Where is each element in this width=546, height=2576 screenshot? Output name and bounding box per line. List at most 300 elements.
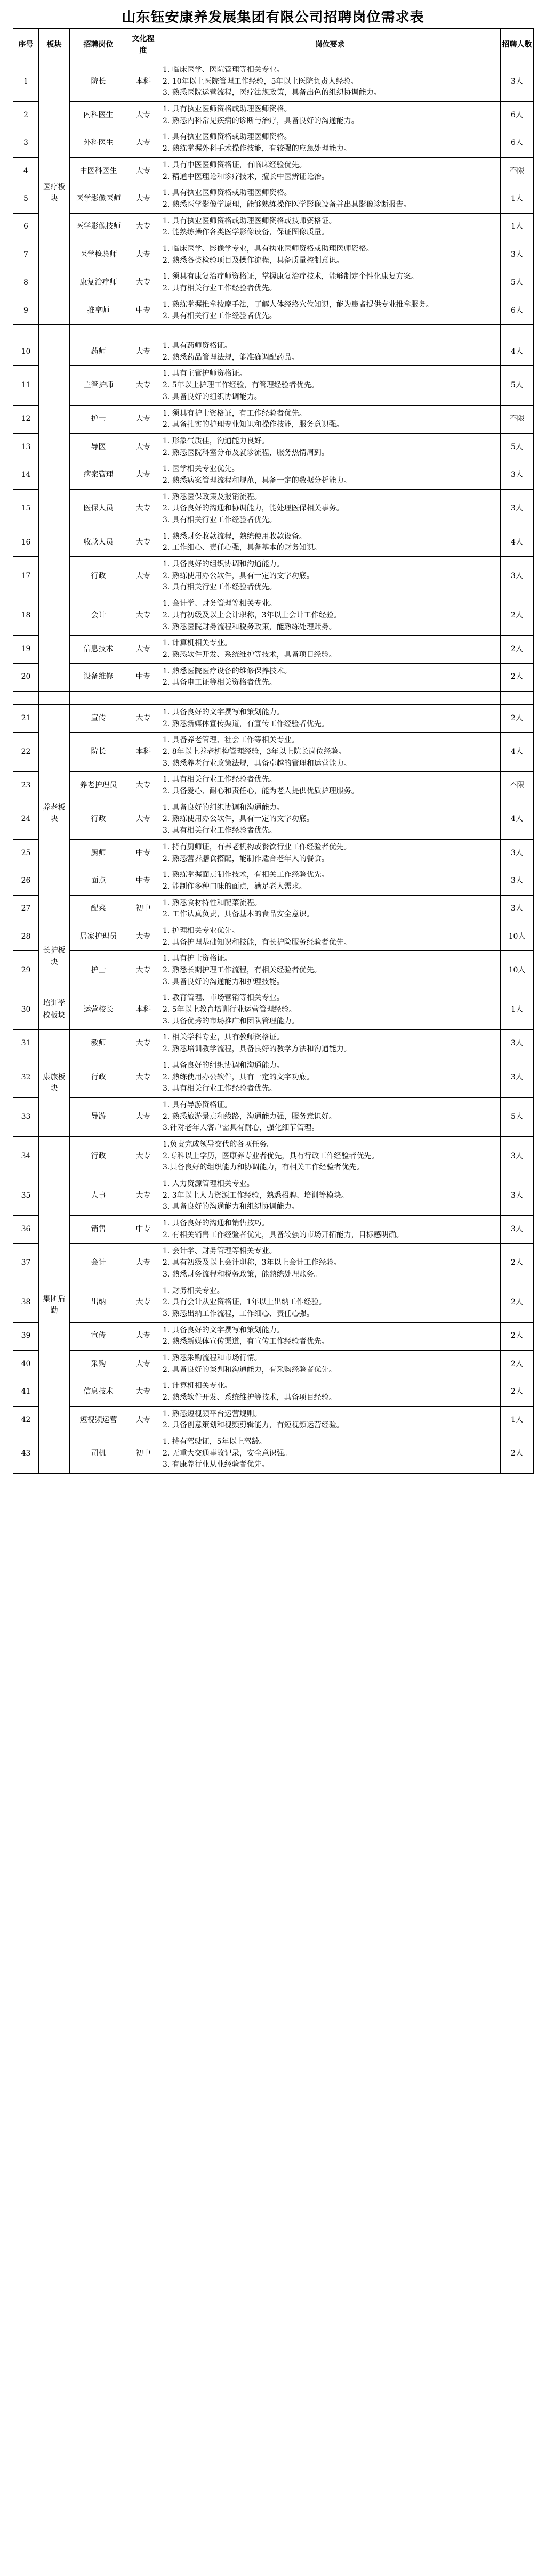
row-number: 41: [13, 1378, 39, 1406]
table-row: [13, 636, 534, 663]
headcount: 5人: [501, 433, 534, 461]
requirements: [159, 297, 501, 324]
table-row: [13, 213, 534, 241]
header-headcount: 招聘人数: [501, 29, 534, 62]
requirement-line: 1. 具有主管护师资格证。: [163, 369, 247, 378]
table-row: [13, 663, 534, 691]
headcount: 3人: [501, 1176, 534, 1216]
row-number: 22: [13, 733, 39, 772]
headcount: 4人: [501, 338, 534, 366]
requirements: [159, 923, 501, 950]
headcount: 2人: [501, 636, 534, 663]
row-number: 6: [13, 213, 39, 241]
requirement-line: 1. 熟练掌握面点制作技术，有相关工作经验优先。: [163, 871, 329, 880]
requirements: [159, 489, 501, 529]
table-row: [13, 923, 534, 950]
table-row: [13, 1058, 534, 1097]
position-name: 短视频运营: [70, 1406, 127, 1434]
requirements: [159, 990, 501, 1030]
requirement-line: 3. 熟悉养老行业政策法规，具备卓越的管理和运营能力。: [163, 759, 351, 768]
requirements: [159, 557, 501, 596]
position-name: 药师: [70, 338, 127, 366]
row-number: 2: [13, 102, 39, 129]
requirement-line: 1. 熟练掌握推拿按摩手法，了解人体经络穴位知识，能为患者提供专业推拿服务。: [163, 300, 433, 309]
table-row: [13, 405, 534, 433]
row-number: 38: [13, 1283, 39, 1322]
education-level: 大专: [127, 1406, 159, 1434]
requirement-line: 2. 熟练使用办公软件，具有一定的文字功底。: [163, 571, 314, 580]
headcount: 6人: [501, 297, 534, 324]
requirement-line: 2. 10年以上医院管理工作经验，5年以上医院负责人经验。: [163, 77, 358, 86]
table-row: [13, 1030, 534, 1058]
requirements: [159, 733, 501, 772]
requirements: [159, 102, 501, 129]
requirement-line: 1. 具有相关行业工作经验者优先。: [163, 775, 277, 784]
requirement-line: 2. 5年以上护理工作经验，有管理经验者优先。: [163, 381, 319, 390]
board-name: 医疗板块: [39, 62, 70, 325]
position-name: 医学检验师: [70, 241, 127, 269]
requirement-line: 2. 具备良好的谈判和沟通能力，有采购经验者优先。: [163, 1365, 336, 1374]
requirements: [159, 663, 501, 691]
table-row: [13, 1378, 534, 1406]
position-name: 司机: [70, 1434, 127, 1474]
requirement-line: 1. 具有中医医师资格证，有临床经验优先。: [163, 160, 307, 169]
table-row: [13, 1176, 534, 1216]
row-number: 32: [13, 1058, 39, 1097]
education-level: 大专: [127, 1322, 159, 1350]
header-requirements: 岗位要求: [159, 29, 501, 62]
requirements: [159, 839, 501, 867]
position-name: 销售: [70, 1216, 127, 1244]
education-level: 大专: [127, 923, 159, 950]
headcount: 3人: [501, 1136, 534, 1176]
requirement-line: 1. 临床医学、医院管理等相关专业。: [163, 66, 284, 74]
requirement-line: 2. 具有初级及以上会计职称，3年以上会计工作经验。: [163, 611, 341, 620]
table-row: [13, 489, 534, 529]
requirement-line: 1. 具备良好的沟通和销售技巧。: [163, 1219, 269, 1228]
requirements: [159, 433, 501, 461]
requirements: [159, 338, 501, 366]
row-number: 26: [13, 867, 39, 895]
requirement-line: 1. 临床医学、影像学专业，具有执业医师资格或助理医师资格。: [163, 244, 374, 253]
education-level: 大专: [127, 1283, 159, 1322]
table-row: [13, 1244, 534, 1283]
requirement-line: 1. 持有驾驶证，5年以上驾龄。: [163, 1437, 267, 1447]
row-number: 30: [13, 990, 39, 1030]
headcount: 3人: [501, 1216, 534, 1244]
education-level: 大专: [127, 185, 159, 213]
row-number: 4: [13, 157, 39, 185]
requirements: [159, 157, 501, 185]
requirement-line: 3. 具有相关行业工作经验者优先。: [163, 583, 277, 592]
board-name: [39, 338, 70, 692]
headcount: 1人: [501, 1406, 534, 1434]
requirement-line: 2. 具备良好的沟通和协调能力，能处理医保相关事务。: [163, 504, 344, 513]
requirements: [159, 895, 501, 923]
requirement-line: 2. 3年以上人力资源工作经验，熟悉招聘、培训等模块。: [163, 1191, 349, 1200]
table-row: [13, 1283, 534, 1322]
requirement-line: 1. 熟悉短视频平台运营规则。: [163, 1409, 262, 1418]
separator-cell: [39, 691, 70, 704]
headcount: 3人: [501, 867, 534, 895]
row-number: 10: [13, 338, 39, 366]
requirement-line: 2. 5年以上教育培训行业运营管理经验。: [163, 1005, 296, 1014]
recruitment-table: [13, 28, 534, 1474]
separator-cell: [70, 691, 127, 704]
requirement-line: 1. 计算机相关专业。: [163, 1382, 232, 1391]
education-level: 大专: [127, 1244, 159, 1283]
requirement-line: 2. 熟悉培训教学流程，具备良好的教学方法和沟通能力。: [163, 1045, 351, 1054]
table-row: [13, 1434, 534, 1474]
headcount: 4人: [501, 800, 534, 839]
education-level: 大专: [127, 157, 159, 185]
requirement-line: 2. 具有会计从业资格证，1年以上出纳工作经验。: [163, 1298, 326, 1307]
requirement-line: 1. 形象气质佳，沟通能力良好。: [163, 436, 269, 445]
row-number: 8: [13, 269, 39, 297]
requirements: [159, 867, 501, 895]
position-name: 收款人员: [70, 529, 127, 556]
requirements: [159, 1030, 501, 1058]
requirement-line: 1. 须具有康复治疗师资格证，掌握康复治疗技术，能够制定个性化康复方案。: [163, 272, 419, 281]
requirement-line: 2. 熟悉医院科室分布及就诊流程，服务热情周到。: [163, 448, 329, 457]
position-name: 病案管理: [70, 461, 127, 489]
requirements: [159, 704, 501, 732]
row-number: 24: [13, 800, 39, 839]
requirement-line: 2. 熟悉软件开发、系统维护等技术，具备项目经验。: [163, 1393, 336, 1402]
requirement-line: 1. 具有执业医师资格或助理医师资格或技师资格证。: [163, 216, 336, 225]
education-level: 大专: [127, 636, 159, 663]
headcount: 2人: [501, 704, 534, 732]
requirement-line: 1. 熟悉医院医疗设备的维修保养技术。: [163, 667, 292, 676]
requirement-line: 3. 具备良好的沟通能力和护理技能。: [163, 977, 284, 986]
requirements: [159, 1176, 501, 1216]
separator-cell: [501, 325, 534, 338]
requirement-line: 2. 熟悉长期护理工作流程，有相关经验者优先。: [163, 966, 322, 974]
separator-row: [13, 691, 534, 704]
row-number: 25: [13, 839, 39, 867]
requirement-line: 2. 有相关销售工作经验者优先，具备较强的市场开拓能力，目标感明确。: [163, 1230, 404, 1239]
position-name: 内科医生: [70, 102, 127, 129]
requirement-line: 2. 工作认真负责，具备基本的食品安全意识。: [163, 910, 314, 919]
requirement-line: 1. 具备养老管理、社会工作等相关专业。: [163, 736, 299, 745]
separator-cell: [13, 325, 39, 338]
position-name: 医保人员: [70, 489, 127, 529]
requirement-line: 3. 有康养行业从业经验者优先。: [163, 1460, 269, 1469]
row-number: 7: [13, 241, 39, 269]
education-level: 大专: [127, 213, 159, 241]
requirement-line: 3. 具备良好的组织协调能力。: [163, 392, 262, 401]
table-body: [13, 62, 534, 1474]
education-level: 大专: [127, 800, 159, 839]
education-level: 大专: [127, 772, 159, 800]
table-row: [13, 433, 534, 461]
board-name: 培训学校板块: [39, 990, 70, 1030]
headcount: 3人: [501, 1030, 534, 1058]
table-row: [13, 951, 534, 990]
education-level: 大专: [127, 102, 159, 129]
row-number: 35: [13, 1176, 39, 1216]
education-level: 大专: [127, 1136, 159, 1176]
education-level: 大专: [127, 489, 159, 529]
separator-row: [13, 325, 534, 338]
requirement-line: 1. 熟悉医保政策及报销流程。: [163, 492, 262, 501]
requirement-line: 2. 具备电工证等相关资格者优先。: [163, 678, 277, 687]
position-name: 面点: [70, 867, 127, 895]
requirement-line: 2. 熟悉医学影像学原理，能够熟练操作医学影像设备并出具影像诊断报告。: [163, 200, 411, 209]
requirement-line: 1. 医学相关专业优先。: [163, 465, 239, 474]
requirement-line: 1. 具备良好的组织协调和沟通能力。: [163, 560, 284, 569]
education-level: 大专: [127, 433, 159, 461]
education-level: 中专: [127, 867, 159, 895]
table-row: [13, 1350, 534, 1378]
separator-cell: [70, 325, 127, 338]
education-level: 大专: [127, 129, 159, 157]
requirement-line: 1. 具备良好的组织协调和沟通能力。: [163, 1061, 284, 1070]
requirement-line: 3. 具有相关行业工作经验者优先。: [163, 1084, 277, 1093]
requirements: [159, 129, 501, 157]
position-name: 会计: [70, 596, 127, 636]
education-level: 大专: [127, 704, 159, 732]
table-row: [13, 1136, 534, 1176]
row-number: 5: [13, 185, 39, 213]
headcount: 2人: [501, 1322, 534, 1350]
requirement-line: 3.针对老年人客户需具有耐心，强化细节管理。: [163, 1124, 319, 1133]
requirements: [159, 1434, 501, 1474]
requirement-line: 3. 具有相关行业工作经验者优先。: [163, 826, 277, 835]
table-row: [13, 596, 534, 636]
education-level: 本科: [127, 733, 159, 772]
requirement-line: 2. 熟悉病案管理流程和规范，具备一定的数据分析能力。: [163, 476, 351, 485]
row-number: 39: [13, 1322, 39, 1350]
requirement-line: 1. 具有导游资格证。: [163, 1100, 232, 1109]
row-number: 37: [13, 1244, 39, 1283]
requirements: [159, 1136, 501, 1176]
requirement-line: 2. 熟练使用办公软件，具有一定的文字功底。: [163, 1072, 314, 1082]
requirements: [159, 636, 501, 663]
education-level: 大专: [127, 557, 159, 596]
requirement-line: 3. 具备优秀的市场推广和团队管理能力。: [163, 1017, 299, 1026]
requirement-line: 2. 具备护理基础知识和技能，有长护险服务经验者优先。: [163, 938, 351, 947]
education-level: 大专: [127, 269, 159, 297]
table-row: [13, 461, 534, 489]
requirements: [159, 1058, 501, 1097]
board-name: 养老板块: [39, 704, 70, 923]
position-name: 出纳: [70, 1283, 127, 1322]
separator-cell: [159, 691, 501, 704]
position-name: 主管护师: [70, 366, 127, 405]
education-level: 大专: [127, 1030, 159, 1058]
headcount: 5人: [501, 1097, 534, 1136]
row-number: 12: [13, 405, 39, 433]
table-row: [13, 1322, 534, 1350]
position-name: 导医: [70, 433, 127, 461]
headcount: 3人: [501, 241, 534, 269]
education-level: 大专: [127, 366, 159, 405]
headcount: 5人: [501, 366, 534, 405]
position-name: 宣传: [70, 704, 127, 732]
requirement-line: 2. 具有相关行业工作经验者优先。: [163, 312, 277, 321]
requirement-line: 2. 精通中医理论和诊疗技术，擅长中医辨证论治。: [163, 172, 329, 181]
headcount: 3人: [501, 461, 534, 489]
headcount: 不限: [501, 157, 534, 185]
requirement-line: 2. 熟悉药品管理法规，能准确调配药品。: [163, 353, 299, 362]
requirement-line: 1. 具备良好的文字撰写和策划能力。: [163, 1326, 284, 1335]
requirement-line: 3. 具备良好的沟通能力和组织协调能力。: [163, 1202, 299, 1212]
headcount: 10人: [501, 923, 534, 950]
education-level: 大专: [127, 529, 159, 556]
requirement-line: 2. 具备爱心、耐心和责任心，能为老人提供优质护理服务。: [163, 787, 359, 796]
position-name: 养老护理员: [70, 772, 127, 800]
position-name: 宣传: [70, 1322, 127, 1350]
education-level: 大专: [127, 1176, 159, 1216]
headcount: 4人: [501, 733, 534, 772]
requirements: [159, 405, 501, 433]
position-name: 居家护理员: [70, 923, 127, 950]
requirements: [159, 241, 501, 269]
row-number: 15: [13, 489, 39, 529]
requirements: [159, 1406, 501, 1434]
row-number: 40: [13, 1350, 39, 1378]
requirement-line: 2. 能熟练操作各类医学影像设备，保证图像质量。: [163, 228, 329, 237]
requirements: [159, 1350, 501, 1378]
requirements: [159, 62, 501, 102]
requirement-line: 1. 熟悉财务收款流程，熟练使用收款设备。: [163, 532, 307, 541]
requirement-line: 3. 熟悉医院财务流程和税务政策，能熟练处理账务。: [163, 622, 336, 631]
table-header-row: [13, 29, 534, 62]
requirement-line: 1. 具备良好的组织协调和沟通能力。: [163, 803, 284, 812]
headcount: 1人: [501, 213, 534, 241]
education-level: 本科: [127, 990, 159, 1030]
separator-cell: [127, 325, 159, 338]
requirement-line: 1. 须具有护士资格证，有工作经验者优先。: [163, 409, 307, 418]
education-level: 大专: [127, 951, 159, 990]
header-no: 序号: [13, 29, 39, 62]
position-name: 行政: [70, 1058, 127, 1097]
separator-cell: [501, 691, 534, 704]
requirement-line: 2. 熟悉软件开发、系统维护等技术，具备项目经验。: [163, 650, 336, 659]
requirement-line: 1. 相关学科专业，具有教师资格证。: [163, 1033, 284, 1042]
table-row: [13, 733, 534, 772]
position-name: 运营校长: [70, 990, 127, 1030]
row-number: 18: [13, 596, 39, 636]
row-number: 36: [13, 1216, 39, 1244]
education-level: 大专: [127, 596, 159, 636]
requirement-line: 2. 具有初级及以上会计职称，3年以上会计工作经验。: [163, 1258, 341, 1267]
requirement-line: 3. 熟悉出纳工作流程，工作细心、责任心强。: [163, 1309, 314, 1318]
row-number: 21: [13, 704, 39, 732]
row-number: 23: [13, 772, 39, 800]
position-name: 行政: [70, 557, 127, 596]
row-number: 3: [13, 129, 39, 157]
requirements: [159, 213, 501, 241]
position-name: 推拿师: [70, 297, 127, 324]
requirements: [159, 772, 501, 800]
board-name: 康旅板块: [39, 1030, 70, 1137]
table-row: [13, 529, 534, 556]
requirement-line: 2. 熟练使用办公软件，具有一定的文字功底。: [163, 815, 314, 824]
row-number: 14: [13, 461, 39, 489]
requirement-line: 2. 熟悉营养膳食搭配，能制作适合老年人的餐食。: [163, 854, 329, 863]
requirement-line: 2. 具有相关行业工作经验者优先。: [163, 284, 277, 292]
requirement-line: 1. 具有执业医师资格或助理医师资格。: [163, 189, 292, 198]
position-name: 行政: [70, 1136, 127, 1176]
requirement-line: 3. 具有相关行业工作经验者优先。: [163, 516, 277, 524]
requirement-line: 2. 8年以上养老机构管理经验，3年以上院长岗位经验。: [163, 747, 346, 756]
position-name: 中医科医生: [70, 157, 127, 185]
table-row: [13, 557, 534, 596]
requirement-line: 1. 熟悉采购流程和市场行情。: [163, 1353, 262, 1362]
requirement-line: 2. 熟悉内科常见疾病的诊断与治疗，具备良好的沟通能力。: [163, 116, 359, 125]
headcount: 不限: [501, 405, 534, 433]
headcount: 2人: [501, 663, 534, 691]
requirement-line: 1.负责完成领导交代的各项任务。: [163, 1140, 275, 1149]
headcount: 不限: [501, 772, 534, 800]
row-number: 33: [13, 1097, 39, 1136]
education-level: 大专: [127, 338, 159, 366]
requirement-line: 2. 熟悉新媒体宣传渠道，有宣传工作经验者优先。: [163, 1337, 329, 1346]
position-name: 人事: [70, 1176, 127, 1216]
position-name: 院长: [70, 62, 127, 102]
requirement-line: 2. 能制作多种口味的面点，满足老人需求。: [163, 882, 307, 891]
position-name: 康复治疗师: [70, 269, 127, 297]
requirements: [159, 461, 501, 489]
education-level: 大专: [127, 461, 159, 489]
table-row: [13, 102, 534, 129]
requirement-line: 1. 护理相关专业优先。: [163, 926, 239, 935]
requirements: [159, 951, 501, 990]
requirement-line: 2. 熟练掌握外科手术操作技能，有较强的应急处理能力。: [163, 144, 351, 153]
table-row: [13, 241, 534, 269]
requirement-line: 1. 具有药师资格证。: [163, 342, 232, 351]
header-board: 板块: [39, 29, 70, 62]
headcount: 3人: [501, 839, 534, 867]
position-name: 院长: [70, 733, 127, 772]
headcount: 2人: [501, 1434, 534, 1474]
requirement-line: 2. 具备创意策划和视频剪辑能力，有短视频运营经验。: [163, 1421, 344, 1430]
requirements: [159, 269, 501, 297]
requirements: [159, 596, 501, 636]
education-level: 中专: [127, 297, 159, 324]
requirement-line: 2. 熟悉旅游景点和线路，沟通能力强，服务意识好。: [163, 1112, 336, 1121]
education-level: 大专: [127, 1350, 159, 1378]
position-name: 厨师: [70, 839, 127, 867]
separator-cell: [159, 325, 501, 338]
table-row: [13, 185, 534, 213]
position-name: 医学影像医师: [70, 185, 127, 213]
table-row: [13, 772, 534, 800]
education-level: 初中: [127, 1434, 159, 1474]
headcount: 1人: [501, 185, 534, 213]
board-name: 集团后勤: [39, 1136, 70, 1473]
position-name: 信息技术: [70, 1378, 127, 1406]
position-name: 采购: [70, 1350, 127, 1378]
table-row: [13, 129, 534, 157]
position-name: 信息技术: [70, 636, 127, 663]
education-level: 大专: [127, 405, 159, 433]
requirement-line: 3. 熟悉医院运营流程，医疗法规政策，具备出色的组织协调能力。: [163, 88, 381, 97]
position-name: 配菜: [70, 895, 127, 923]
table-row: [13, 366, 534, 405]
requirement-line: 1. 会计学、财务管理等相关专业。: [163, 599, 277, 608]
row-number: 42: [13, 1406, 39, 1434]
education-level: 中专: [127, 663, 159, 691]
requirement-line: 2. 具备扎实的护理专业知识和操作技能，服务意识强。: [163, 420, 344, 429]
position-name: 外科医生: [70, 129, 127, 157]
education-level: 大专: [127, 1097, 159, 1136]
headcount: 3人: [501, 895, 534, 923]
requirement-line: 1. 持有厨师证，有养老机构或餐饮行业工作经验者优先。: [163, 842, 351, 851]
table-row: [13, 867, 534, 895]
